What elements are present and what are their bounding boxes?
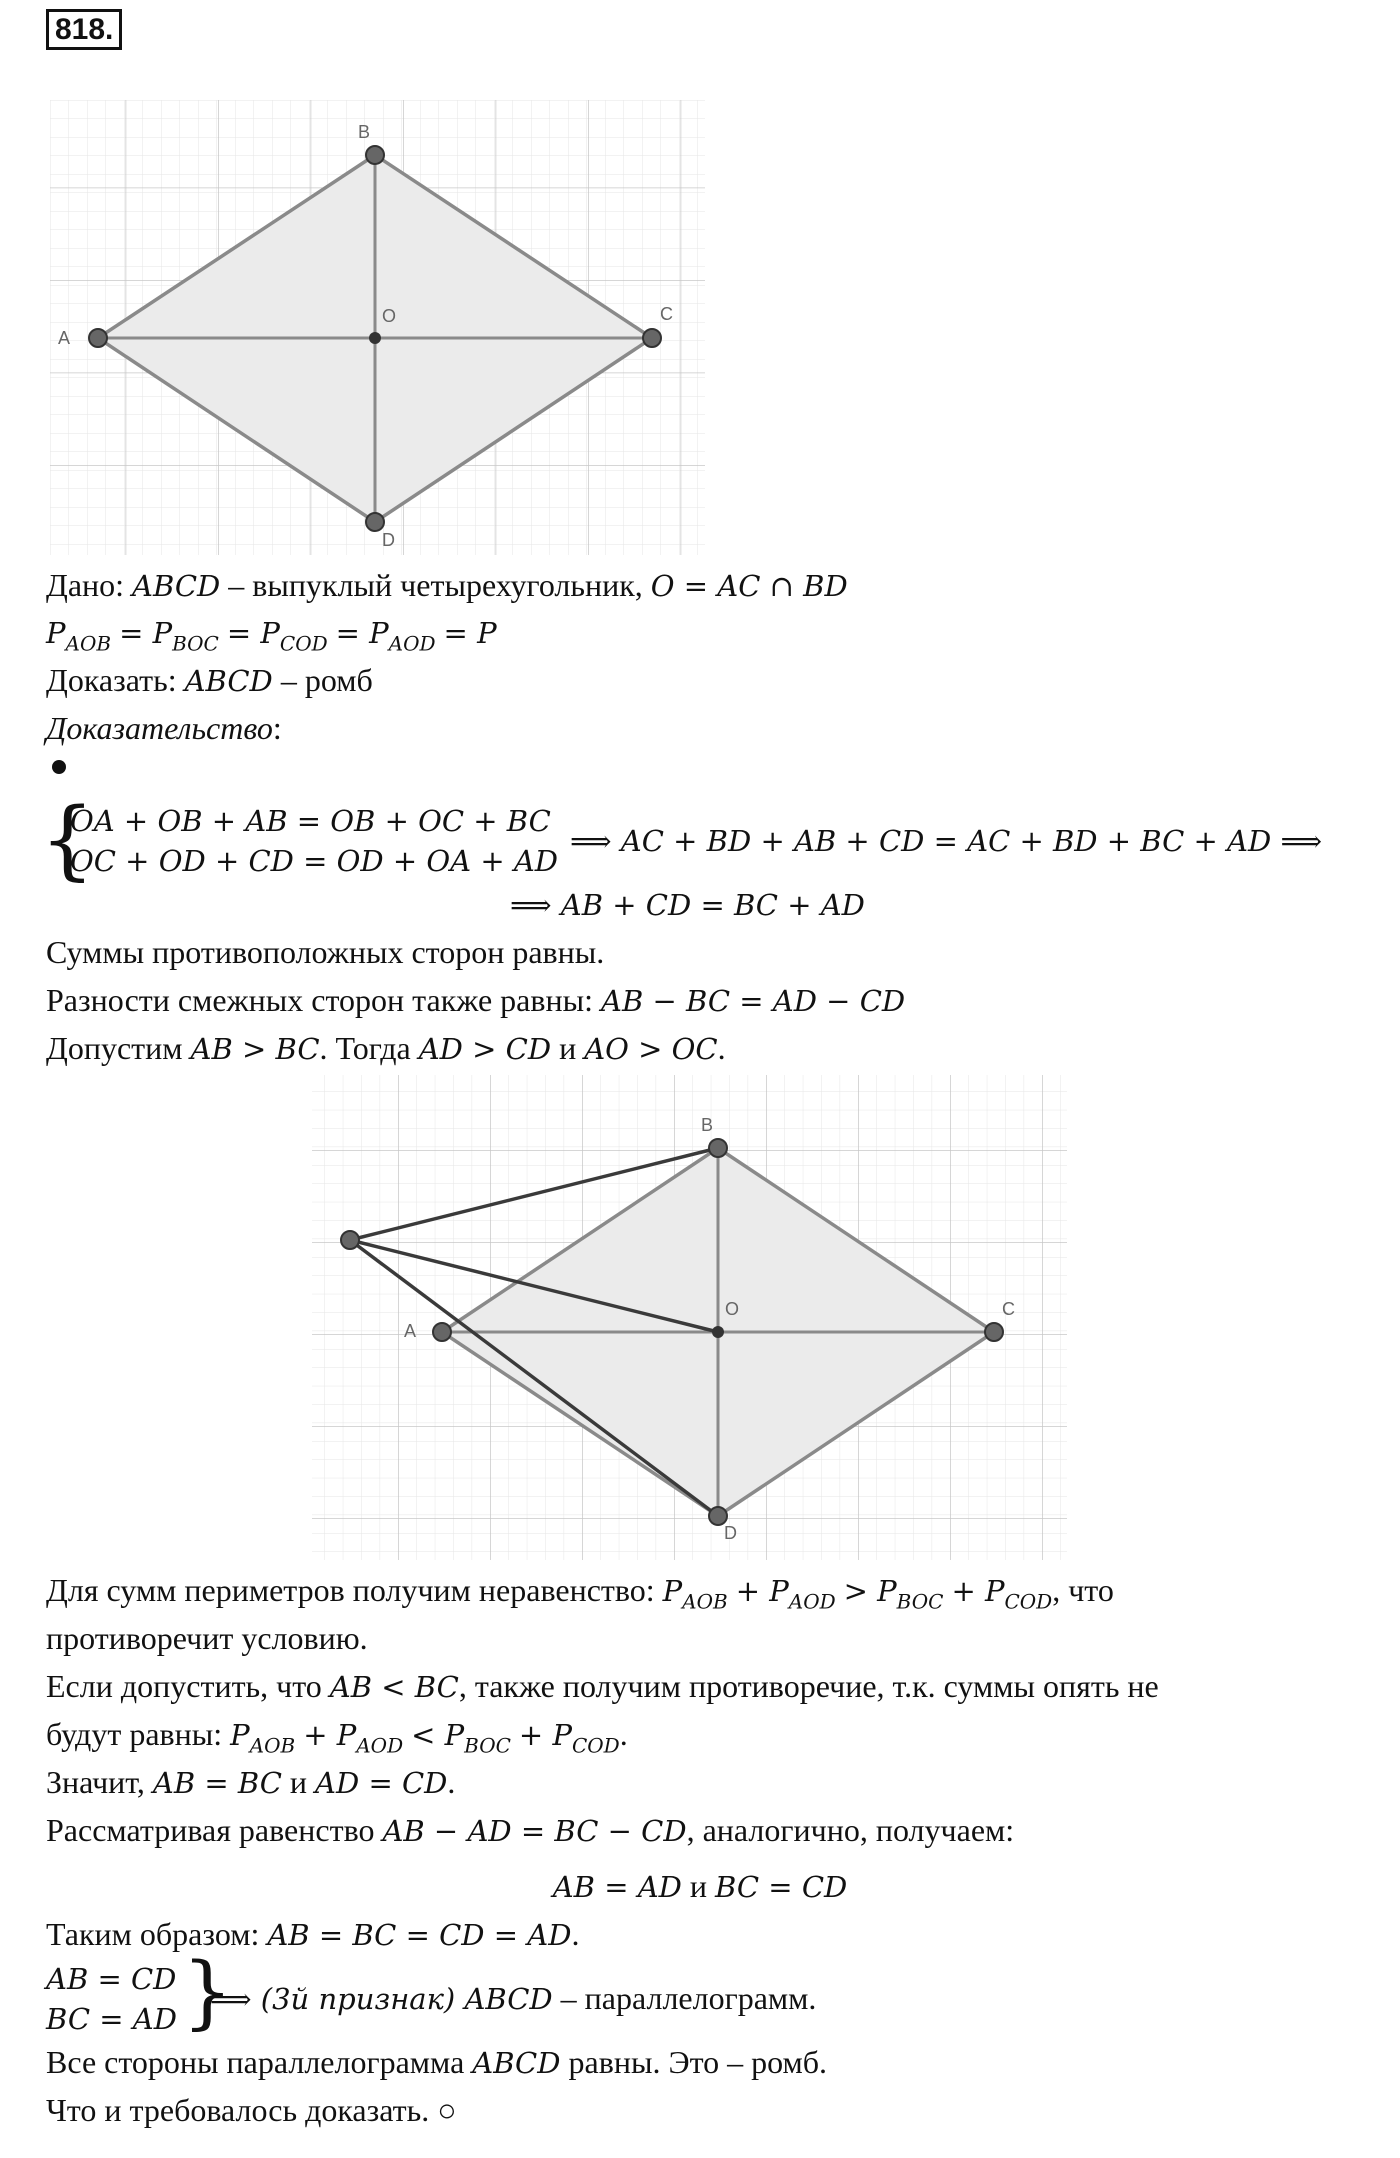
label-a-2: A — [404, 1321, 417, 1341]
assume-line: Допустим AB > BC. Тогда AD > CD и AO > OC. — [46, 1030, 726, 1066]
bullet — [52, 760, 66, 774]
prove-line: Доказать: ABCD – ромб — [46, 662, 373, 698]
system-brace-2: } — [182, 1945, 233, 2038]
differences-line: Разности смежных сторон также равны: AB − BC = AD − CD — [46, 982, 906, 1018]
point-b — [366, 146, 384, 164]
point-o — [369, 332, 381, 344]
means-line: Значит, AB = BC и AD = CD. — [46, 1764, 456, 1800]
contradiction-line: противоречит условию. — [46, 1620, 368, 1656]
result-equalities: AB = AD и BC = CD — [552, 1868, 848, 1904]
system-brace-1: { — [40, 790, 95, 890]
system1-result2: ⟹ AB + CD = BC + AD — [510, 888, 865, 922]
label-a: A — [58, 328, 71, 348]
point-d — [366, 513, 384, 531]
consider-line: Рассматривая равенство AB − AD = BC − CD, аналогично, получаем: — [46, 1812, 1015, 1848]
if-line: Если допустить, что AB < BC, также получим противоречие, т.к. суммы опять не — [46, 1668, 1159, 1704]
label-c-2: C — [1002, 1299, 1015, 1319]
system2-line1: AB = CD — [46, 1962, 177, 1996]
label-o-2: O — [725, 1299, 740, 1319]
point-a-2 — [433, 1323, 451, 1341]
label-o: O — [382, 306, 397, 326]
system1-line2: OC + OD + CD = OD + OA + AD — [70, 844, 559, 878]
label-c: C — [660, 304, 673, 324]
given-line-1: Дано: ABCD – выпуклый четырехугольник, O = AC ∩ BD — [46, 567, 848, 603]
perimeter-line: Для сумм периметров получим неравенство: $P_{AOB} + P_{AOD} > P_{BOC} + P_{COD}$, что — [46, 1572, 1114, 1614]
thus-line: Таким образом: AB = BC = CD = AD. — [46, 1916, 580, 1952]
label-d-2: D — [724, 1523, 737, 1543]
system2-result: ⟹ (3й признак) ABCD – параллелограмм. — [210, 1980, 817, 2016]
proof-heading: Доказательство: — [46, 710, 282, 746]
point-c-2 — [985, 1323, 1003, 1341]
point-b-2 — [709, 1139, 727, 1157]
not-equal-line: будут равны: $P_{AOB} + P_{AOD} < P_{BOC} + P_{COD}$. — [46, 1716, 628, 1758]
label-d: D — [382, 530, 395, 550]
given-line-2: $P_{AOB} = P_{BOC} = P_{COD} = P_{AOD} = P$ — [46, 616, 497, 656]
sums-opposite-line: Суммы противоположных сторон равны. — [46, 934, 605, 970]
all-sides-line: Все стороны параллелограмма ABCD равны. Это – ромб. — [46, 2044, 828, 2080]
system2-line2: BC = AD — [46, 2002, 177, 2036]
point-a1 — [341, 1231, 359, 1249]
label-b-2: B — [701, 1115, 714, 1135]
label-b: B — [358, 122, 371, 142]
point-a — [89, 329, 107, 347]
point-c — [643, 329, 661, 347]
qed-line: Что и требовалось доказать. ○ — [46, 2092, 457, 2128]
figure-rhombus-1 — [50, 100, 710, 560]
system1-line1: OA + OB + AB = OB + OC + BC — [70, 804, 551, 838]
point-o-2 — [712, 1326, 724, 1338]
problem-number: 818. — [46, 9, 122, 50]
figure-rhombus-2 — [312, 1075, 1072, 1565]
system1-result: ⟹ AC + BD + AB + CD = AC + BD + BC + AD ⟹ — [570, 824, 1323, 858]
